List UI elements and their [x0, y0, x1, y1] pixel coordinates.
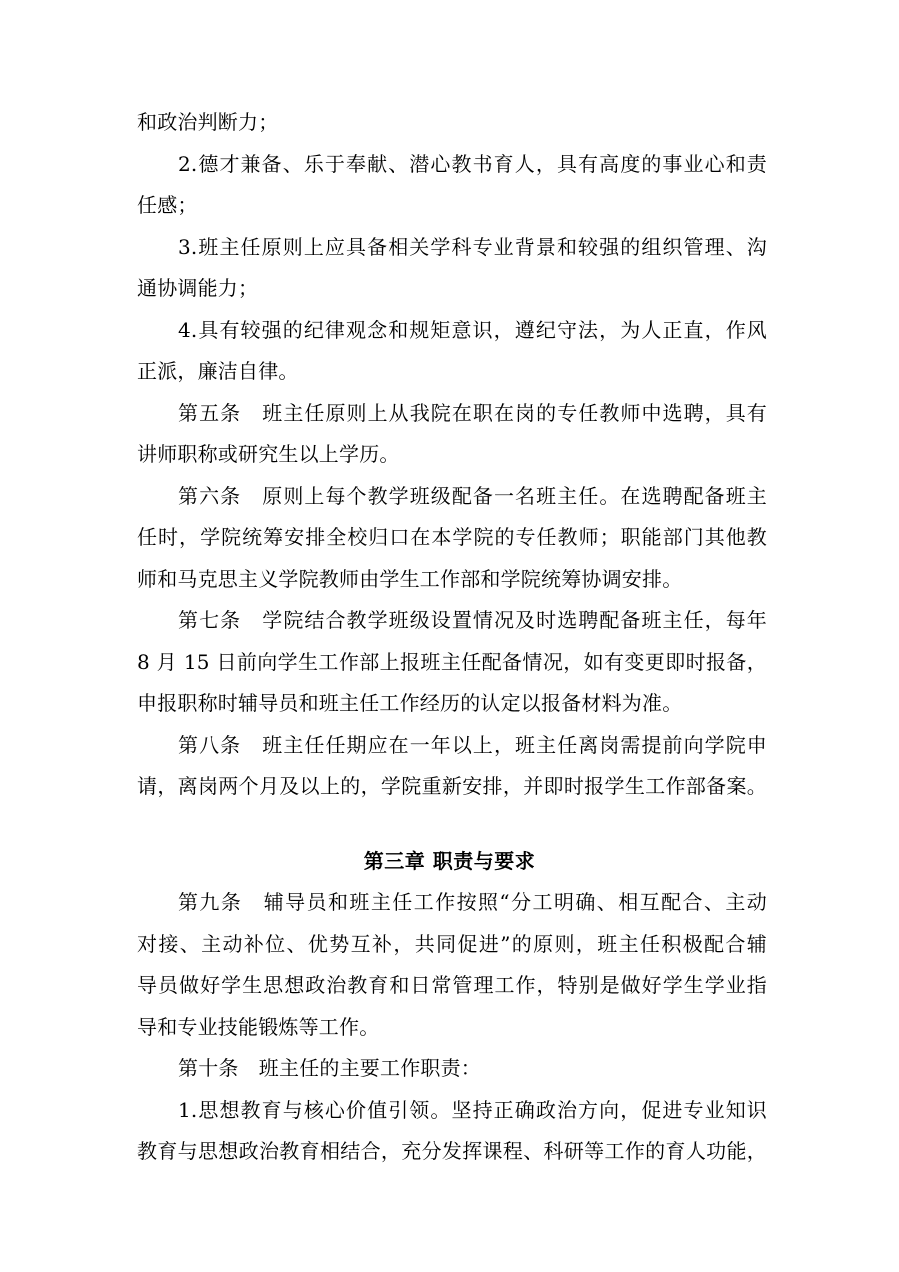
paragraph-line: 教育与思想政治教育相结合，充分发挥课程、科研等工作的育人功能， — [137, 1139, 767, 1163]
article-6-line: 第六条 原则上每个教学班级配备一名班主任。在选聘配备班主 — [178, 484, 767, 508]
paragraph-line: 任时，学院统筹安排全校归口在本学院的专任教师；职能部门其他教 — [137, 525, 767, 549]
paragraph-line: 1.思想教育与核心价值引领。坚持正确政治方向，促进专业知识 — [178, 1098, 767, 1122]
paragraph-line: 请，离岗两个月及以上的，学院重新安排，并即时报学生工作部备案。 — [137, 774, 767, 798]
paragraph-line: 师和马克思主义学院教师由学生工作部和学院统筹协调安排。 — [137, 567, 683, 591]
paragraph-line: 3.班主任原则上应具备相关学科专业背景和较强的组织管理、沟 — [178, 235, 767, 259]
article-10-line: 第十条 班主任的主要工作职责： — [178, 1056, 481, 1080]
article-8-line: 第八条 班主任任期应在一年以上，班主任离岗需提前向学院申 — [178, 733, 767, 757]
paragraph-line: 导和专业技能锻炼等工作。 — [137, 1015, 380, 1039]
paragraph-line: 和政治判断力； — [137, 110, 279, 134]
paragraph-line: 2.德才兼备、乐于奉献、潜心教书育人，具有高度的事业心和责 — [178, 152, 767, 176]
article-5-line: 第五条 班主任原则上从我院在职在岗的专任教师中选聘，具有 — [178, 401, 767, 425]
paragraph-line: 通协调能力； — [137, 276, 259, 300]
paragraph-line: 讲师职称或研究生以上学历。 — [137, 442, 400, 466]
article-9-line: 第九条 辅导员和班主任工作按照“分工明确、相互配合、主动 — [178, 890, 767, 914]
paragraph-line: 正派，廉洁自律。 — [137, 359, 299, 383]
paragraph-line: 任感； — [137, 193, 198, 217]
article-7-line: 第七条 学院结合教学班级设置情况及时选聘配备班主任，每年 — [178, 608, 767, 632]
paragraph-line: 导员做好学生思想政治教育和日常管理工作，特别是做好学生学业指 — [137, 973, 767, 997]
paragraph-line: 8 月 15 日前向学生工作部上报班主任配备情况，如有变更即时报备， — [137, 650, 767, 674]
paragraph-line: 申报职称时辅导员和班主任工作经历的认定以报备材料为准。 — [137, 691, 683, 715]
paragraph-line: 4.具有较强的纪律观念和规矩意识，遵纪守法，为人正直，作风 — [178, 318, 767, 342]
paragraph-line: 对接、主动补位、优势互补，共同促进”的原则，班主任积极配合辅 — [137, 932, 767, 956]
chapter-title: 第三章 职责与要求 — [363, 849, 536, 873]
